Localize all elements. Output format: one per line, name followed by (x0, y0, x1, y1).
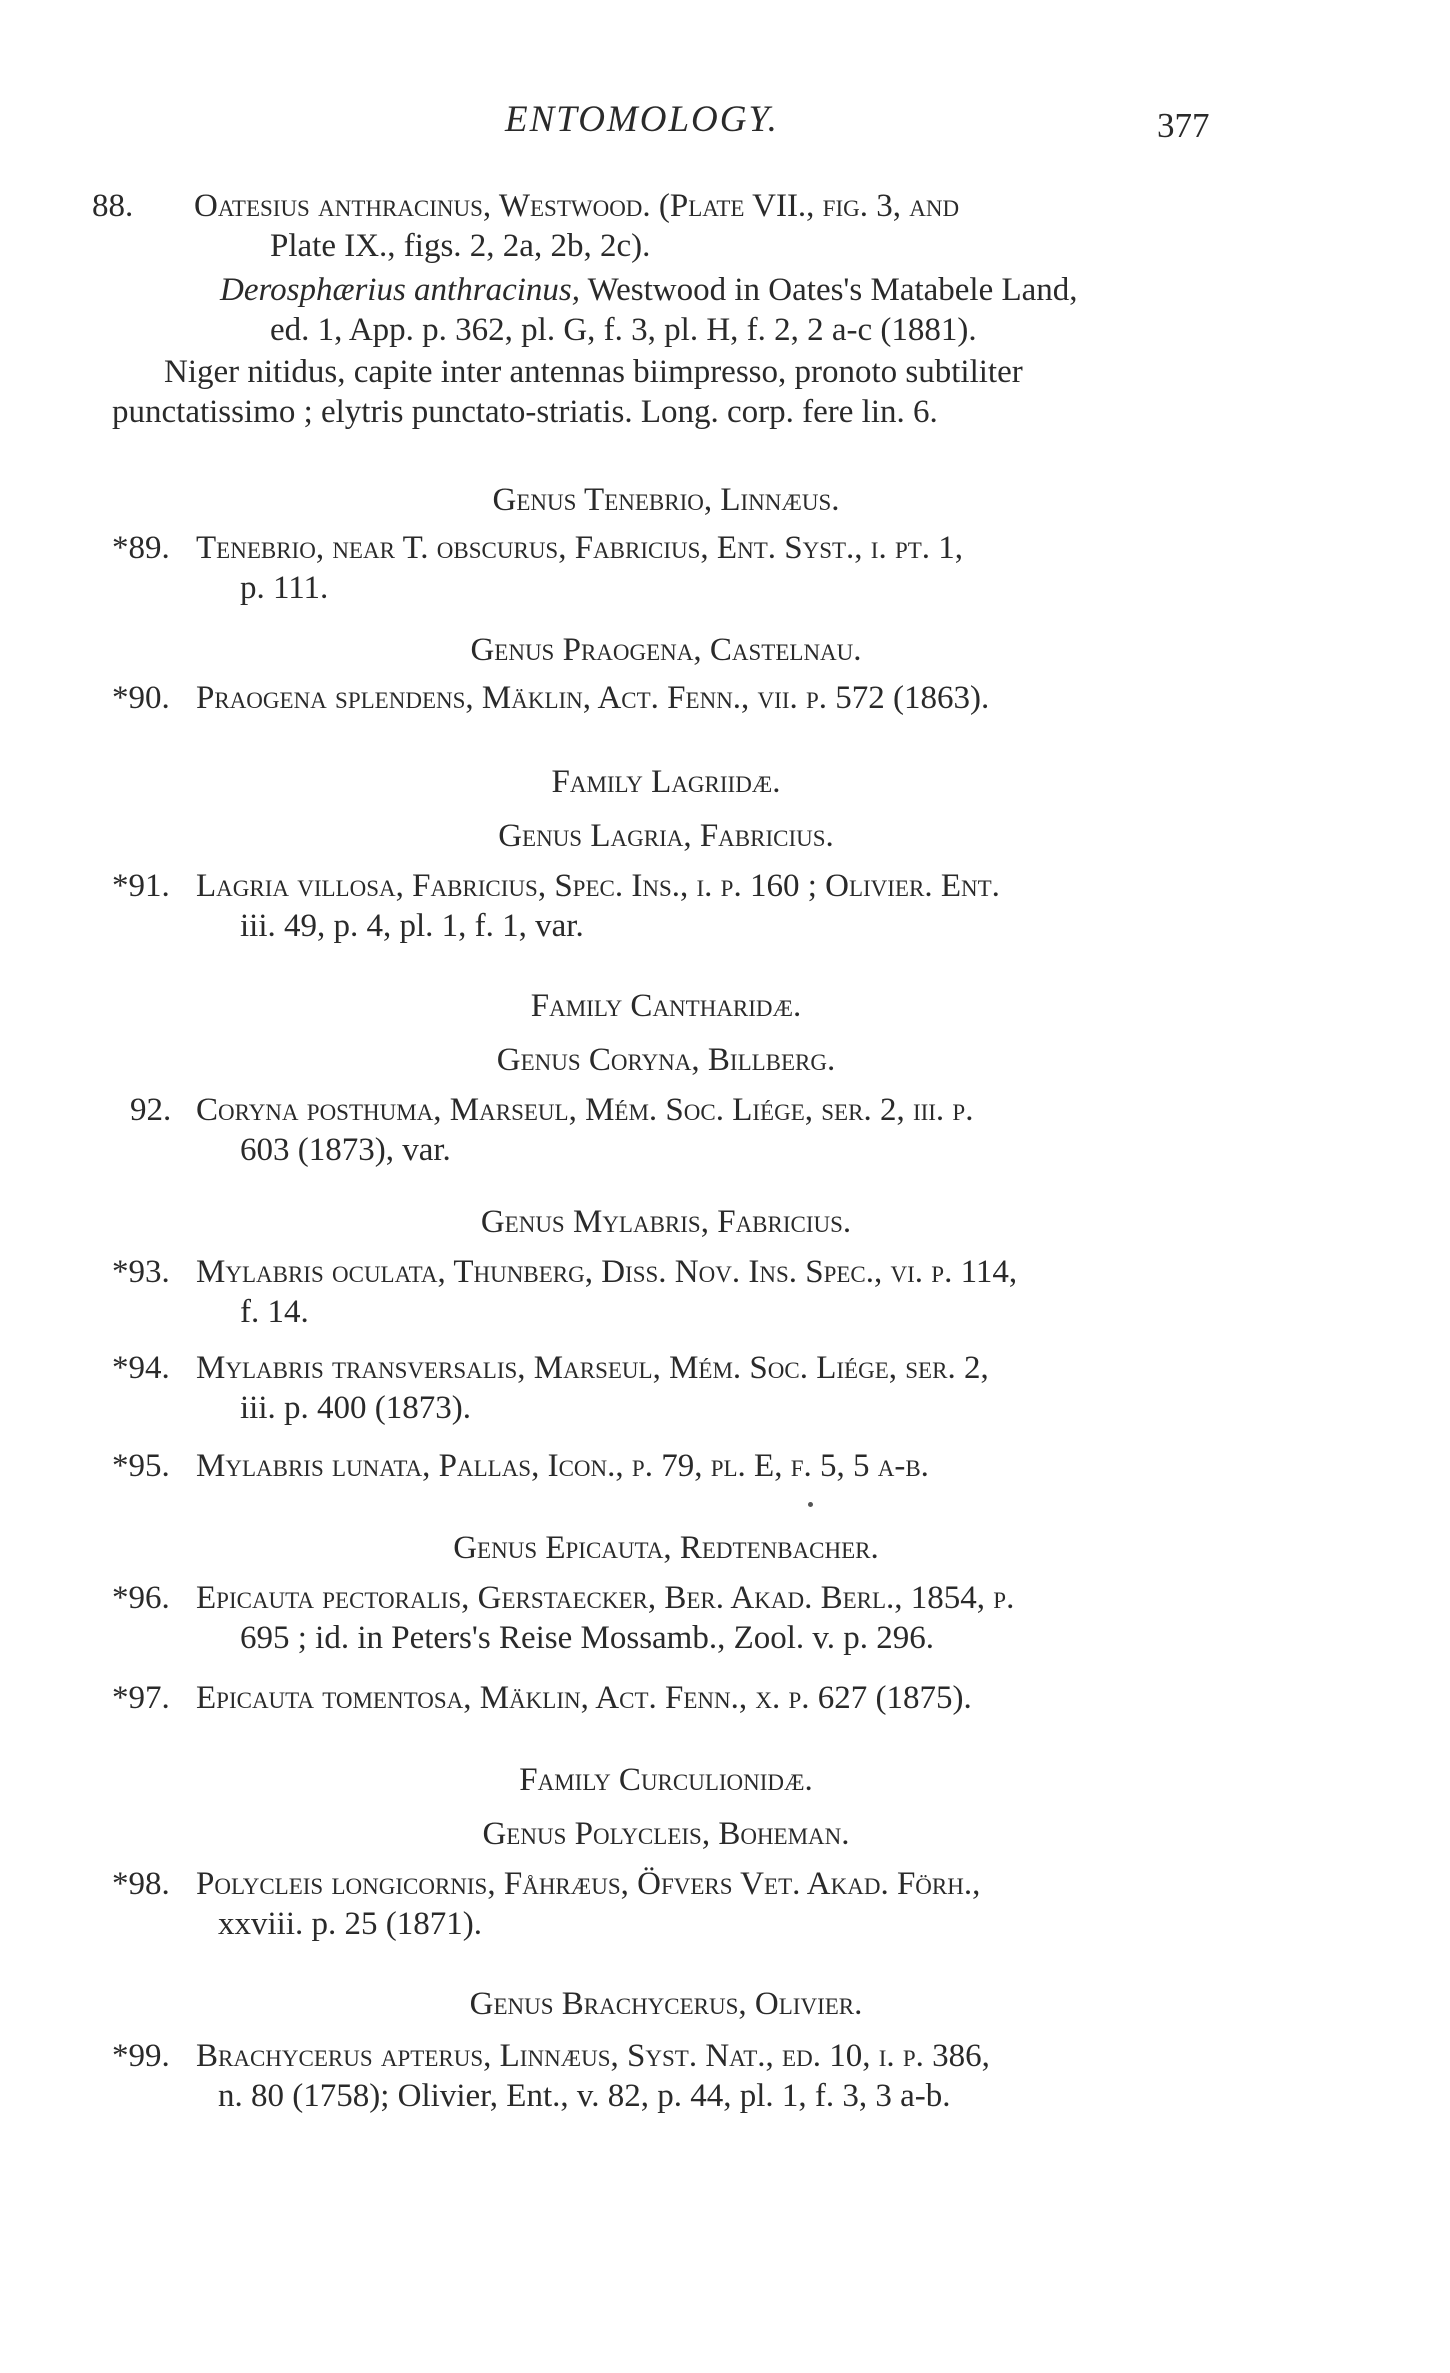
entry-text-line: n. 80 (1758); Olivier, Ent., v. 82, p. 44, pl. 1, f. 3, 3 a-b. (218, 2078, 951, 2114)
entry-text-line: p. 111. (240, 570, 329, 606)
synonym-citation-text: Westwood in Oates's Matabele Land, (579, 272, 1078, 308)
entry-text-line: Epicauta tomentosa, Mäklin, Act. Fenn., x. p. 627 (1875). (196, 1680, 972, 1716)
entry-text-line: Brachycerus apterus, Linnæus, Syst. Nat., ed. 10, i. p. 386, (196, 2038, 990, 2074)
entry-number: 92. (130, 1092, 172, 1128)
genus-heading: Genus Epicauta, Redtenbacher. (453, 1530, 879, 1566)
latin-description-line: punctatissimo ; elytris punctato-striatis. Long. corp. fere lin. 6. (112, 394, 938, 430)
entry-text-line: Praogena splendens, Mäklin, Act. Fenn., vii. p. 572 (1863). (196, 680, 990, 716)
entry-96 (112, 1578, 1220, 1658)
entry-text-line: iii. p. 400 (1873). (240, 1390, 471, 1426)
entry-number: *91. (112, 868, 170, 904)
entry-text-line: Mylabris lunata, Pallas, Icon., p. 79, pl. E, f. 5, 5 a-b. (196, 1448, 929, 1484)
entry-88 (92, 186, 1220, 432)
running-head: ENTOMOLOGY. (505, 99, 779, 140)
synonym-citation (112, 270, 1220, 310)
genus-heading: Genus Tenebrio, Linnæus. (492, 482, 840, 518)
entry-number: *94. (112, 1350, 170, 1386)
entry-text-line: xxviii. p. 25 (1871). (218, 1906, 482, 1942)
entry-text-line: f. 14. (240, 1294, 309, 1330)
entry-text-line: iii. 49, p. 4, pl. 1, f. 1, var. (240, 908, 584, 944)
entry-text-line: Oatesius anthracinus, Westwood. (Plate VII., fig. 3, and (194, 188, 960, 224)
latin-description-line: Niger nitidus, capite inter antennas biimpresso, pronoto subtiliter (164, 354, 1023, 390)
synonym-name: Derosphærius anthracinus, (220, 272, 580, 308)
synonym-citation-line: ed. 1, App. p. 362, pl. G, f. 3, pl. H, f. 2, 2 a-c (1881). (270, 312, 977, 348)
entry-number: *96. (112, 1580, 170, 1616)
entry-text-line: Epicauta pectoralis, Gerstaecker, Ber. Akad. Berl., 1854, p. (196, 1580, 1015, 1616)
entry-text-line: 695 ; id. in Peters's Reise Mossamb., Zool. v. p. 296. (240, 1620, 935, 1656)
entry-90 (112, 678, 1220, 718)
family-heading: Family Lagriidæ. (551, 764, 781, 800)
entry-text-line: 603 (1873), var. (240, 1132, 451, 1168)
entry-text-line: Tenebrio, near T. obscurus, Fabricius, Ent. Syst., i. pt. 1, (196, 530, 964, 566)
entry-text-line: Polycleis longicornis, Fåhræus, Öfvers Vet. Akad. Förh., (196, 1866, 981, 1902)
genus-heading: Genus Praogena, Castelnau. (470, 632, 862, 668)
entry-95 (112, 1446, 1220, 1486)
entry-text-line: Lagria villosa, Fabricius, Spec. Ins., i. p. 160 ; Olivier. Ent. (196, 868, 1000, 904)
entry-number: *89. (112, 530, 170, 566)
entry-93 (112, 1252, 1220, 1332)
entry-text-line: Plate IX., figs. 2, 2a, 2b, 2c). (270, 228, 651, 264)
page-number: 377 (1157, 106, 1210, 145)
ink-speck (808, 1502, 813, 1507)
entry-text-line: Coryna posthuma, Marseul, Mém. Soc. Liége, ser. 2, iii. p. (196, 1092, 974, 1128)
genus-heading: Genus Brachycerus, Olivier. (469, 1986, 863, 2022)
entry-94 (112, 1348, 1220, 1428)
family-heading: Family Curculionidæ. (519, 1762, 813, 1798)
entry-number: *93. (112, 1254, 170, 1290)
entry-98 (112, 1864, 1220, 1944)
entry-text-line: Mylabris oculata, Thunberg, Diss. Nov. Ins. Spec., vi. p. 114, (196, 1254, 1018, 1290)
entry-number: *95. (112, 1448, 170, 1484)
entry-91 (112, 866, 1220, 946)
page-header (0, 100, 1450, 150)
entry-97 (112, 1678, 1220, 1718)
entry-number: 88. (92, 188, 134, 224)
entry-99 (112, 2036, 1220, 2116)
genus-heading: Genus Polycleis, Boheman. (482, 1816, 850, 1852)
entry-number: *99. (112, 2038, 170, 2074)
entry-text-line: Mylabris transversalis, Marseul, Mém. Soc. Liége, ser. 2, (196, 1350, 989, 1386)
genus-heading: Genus Coryna, Billberg. (496, 1042, 836, 1078)
genus-heading: Genus Lagria, Fabricius. (498, 818, 834, 854)
entry-89 (112, 528, 1220, 608)
entry-number: *97. (112, 1680, 170, 1716)
entry-92 (112, 1090, 1220, 1170)
family-heading: Family Cantharidæ. (530, 988, 802, 1024)
entry-number: *98. (112, 1866, 170, 1902)
entry-number: *90. (112, 680, 170, 716)
genus-heading: Genus Mylabris, Fabricius. (480, 1204, 852, 1240)
